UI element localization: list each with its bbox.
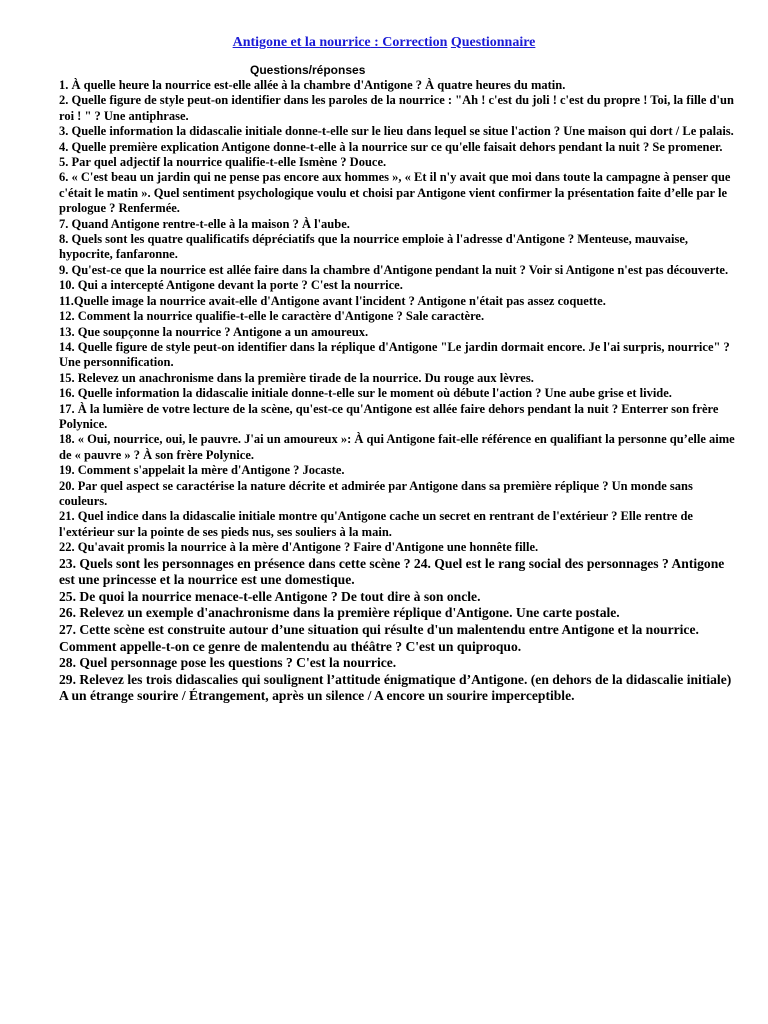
title-link-correction[interactable]: : Correction xyxy=(370,35,448,50)
qa-item-8: 8. Quels sont les quatre qualificatifs dépréciatifs que la nourrice emploie à l'adresse d'Antigone ? Menteuse, mauvaise, hypocrite, fanfaronne. xyxy=(59,232,689,262)
qa-item-18: 18. « Oui, nourrice, oui, le pauvre. J'ai un amoureux »: À qui Antigone fait-elle référence en qualifiant la personne qu’elle aime de « pauvre » ? À son frère Polynice. xyxy=(59,432,735,462)
qa-item-20: 20. Par quel aspect se caractérise la nature décrite et admirée par Antigone dans sa première réplique ? Un monde sans couleurs. xyxy=(59,478,693,508)
qa-item-13: 13. Que soupçonne la nourrice ? Antigone a un amoureux. xyxy=(59,324,369,339)
qa-item-29-answer: A un étrange sourire / Étrangement, après un silence / A encore un sourire imperceptible. xyxy=(59,688,575,704)
qa-item-23-24: 23. Quels sont les personnages en présence dans cette scène ? 24. Quel est le rang social des personnages ? Antigone est une princesse et la nourrice est une domestique. xyxy=(59,555,725,588)
qa-item-7: 7. Quand Antigone rentre-t-elle à la maison ? À l'aube. xyxy=(59,216,350,231)
qa-item-1: 1. À quelle heure la nourrice est-elle allée à la chambre d'Antigone ? À quatre heures du matin. xyxy=(59,78,566,92)
qa-item-19: 19. Comment s'appelait la mère d'Antigone ? Jocaste. xyxy=(59,463,345,478)
qa-item-4: 4. Quelle première explication Antigone donne-t-elle à la nourrice sur ce qu'elle faisait dehors pendant la nuit ? Se promener. xyxy=(59,139,723,154)
qa-item-22: 22. Qu'avait promis la nourrice à la mère d'Antigone ? Faire d'Antigone une honnête fille. xyxy=(59,540,539,555)
qa-item-25: 25. De quoi la nourrice menace-t-elle Antigone ? De tout dire à son oncle. xyxy=(59,588,481,604)
title-link-antigone[interactable]: Antigone et la nourrice xyxy=(232,35,371,50)
qa-item-27: 27. Cette scène est construite autour d’une situation qui résulte d'un malentendu entre Antigone et la nourrice. Comment appelle-t-on ce genre de malentendu au théâtre ? C'est un quiproquo. xyxy=(59,621,699,654)
qa-item-11: 11.Quelle image la nourrice avait-elle d'Antigone avant l'incident ? Antigone n'était pas assez coquette. xyxy=(59,293,606,308)
qa-item-5: 5. Par quel adjectif la nourrice qualifie-t-elle Ismène ? Douce. xyxy=(59,155,387,170)
qa-item-12: 12. Comment la nourrice qualifie-t-elle le caractère d'Antigone ? Sale caractère. xyxy=(59,309,485,324)
qa-item-9: 9. Qu'est-ce que la nourrice est allée faire dans la chambre d'Antigone pendant la nuit ? Voir si Antigone n'est pas découverte. xyxy=(59,262,729,277)
qa-item-3: 3. Quelle information la didascalie initiale donne-t-elle sur le lieu dans lequel se situe l'action ? Une maison qui dort / Le palais. xyxy=(59,124,734,139)
qa-item-15: 15. Relevez un anachronisme dans la première tirade de la nourrice. Du rouge aux lèvres. xyxy=(59,370,534,385)
qa-item-6: 6. « C'est beau un jardin qui ne pense pas encore aux hommes », « Et il n'y avait que moi dans toute la campagne à penser que c'était le matin ». Quel sentiment psychologique voulu et choisi par Antigone vient confirmer la présentation faite d’elle par le prologue ? Renfermée. xyxy=(59,170,731,216)
qa-item-21: 21. Quel indice dans la didascalie initiale montre qu'Antigone cache un secret en rentrant de l'extérieur ? Elle rentre de l'extérieur sur la pointe de ses pieds nus, ses souliers à la main. xyxy=(59,509,693,539)
question-answer-list xyxy=(59,78,739,705)
qa-item-28: 28. Quel personnage pose les questions ? C'est la nourrice. xyxy=(59,655,397,671)
document-title xyxy=(0,34,768,52)
qa-item-26: 26. Relevez un exemple d'anachronisme dans la première réplique d'Antigone. Une carte postale. xyxy=(59,605,620,621)
qa-item-14: 14. Quelle figure de style peut-on identifier dans la réplique d'Antigone "Le jardin dormait encore. Je l'ai surpris, nourrice" ? Une personnification. xyxy=(59,339,730,370)
qa-item-10: 10. Qui a intercepté Antigone devant la porte ? C'est la nourrice. xyxy=(59,278,403,293)
qa-item-16: 16. Quelle information la didascalie initiale donne-t-elle sur le moment où débute l'action ? Une aube grise et livide. xyxy=(59,386,672,401)
qa-item-2: 2. Quelle figure de style peut-on identifier dans les paroles de la nourrice : "Ah ! c'est du joli ! c'est du propre ! Toi, la fille d'un roi ! " ? Une antiphrase. xyxy=(59,93,734,123)
qa-item-17: 17. À la lumière de votre lecture de la scène, qu'est-ce qu'Antigone est allée faire dehors pendant la nuit ? Enterrer son frère Polynice. xyxy=(59,401,719,431)
document-subtitle: Questions/réponses xyxy=(250,63,366,77)
title-link-questionnaire[interactable]: Questionnaire xyxy=(450,35,536,50)
qa-item-29: 29. Relevez les trois didascalies qui soulignent l’attitude énigmatique d’Antigone. (en dehors de la didascalie initiale) xyxy=(59,671,732,687)
